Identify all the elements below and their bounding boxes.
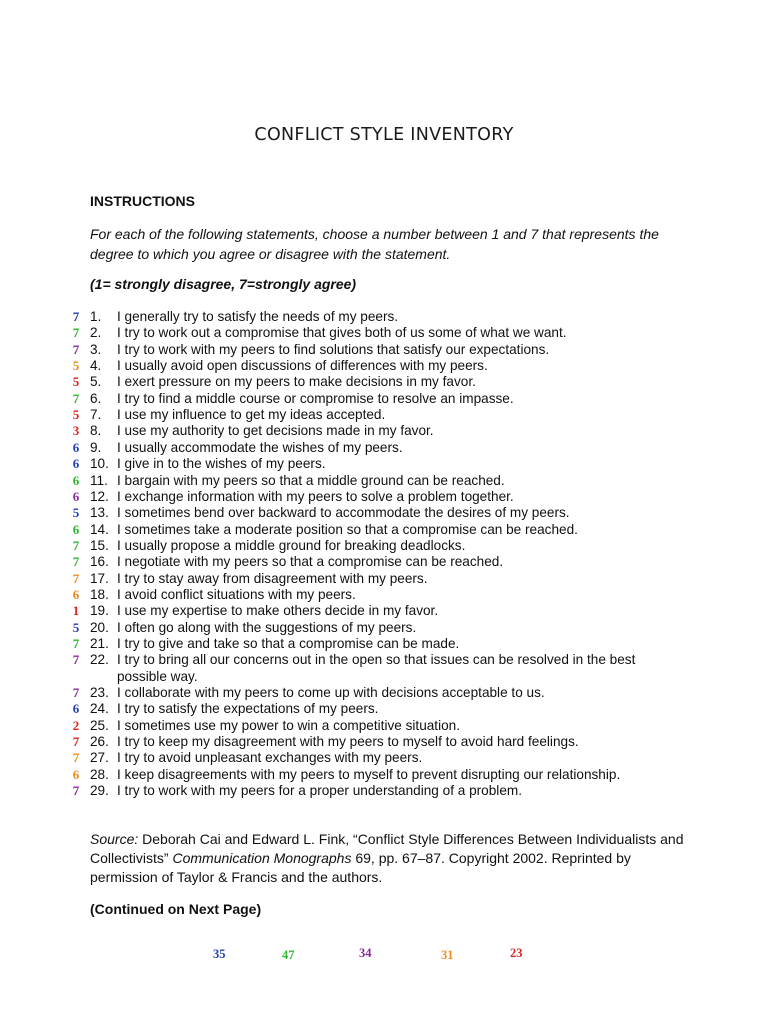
handwritten-score: 2: [72, 717, 80, 733]
handwritten-score: 7: [72, 570, 80, 586]
score-total: 35: [213, 947, 226, 961]
handwritten-score: 7: [72, 734, 80, 750]
statement-text: I generally try to satisfy the needs of my peers.: [117, 309, 399, 324]
statement-number: 14.: [90, 521, 109, 537]
statement-number: 19.: [90, 603, 109, 619]
statement-item: [0, 407, 768, 424]
handwritten-score: 6: [72, 701, 80, 717]
handwritten-score: 7: [72, 537, 80, 553]
rating-scale: (1= strongly disagree, 7=strongly agree): [90, 276, 357, 292]
statement-item: [0, 767, 768, 784]
statement-item: [0, 587, 768, 604]
source-rest: 69, pp. 67–87. Copyright 2002. Reprinted by permission of Taylor & Francis and the authors.: [90, 850, 631, 885]
statement-number: 29.: [90, 783, 109, 799]
statement-text: I try to stay away from disagreement with my peers.: [117, 570, 428, 586]
source-authors: Deborah Cai and Edward L. Fink, “Conflict Style Differences Between Individualists and Collectivists”: [90, 831, 684, 866]
statement-number: 24.: [90, 701, 109, 717]
source-journal: Communication Monographs: [172, 850, 352, 866]
statement-number: 12.: [90, 488, 109, 504]
statement-item: [0, 734, 768, 751]
statement-text: I give in to the wishes of my peers.: [117, 456, 326, 472]
handwritten-score: 7: [72, 325, 80, 341]
statement-number: 9.: [90, 439, 102, 455]
statement-text: I collaborate with my peers to come up with decisions acceptable to us.: [117, 685, 545, 701]
statement-number: 21.: [90, 636, 109, 651]
statement-number: 28.: [90, 766, 109, 782]
statement-number: 15.: [90, 537, 109, 553]
statement-number: 5.: [90, 374, 102, 390]
instructions-heading: INSTRUCTIONS: [90, 193, 195, 209]
instructions-text: For each of the following statements, choose a number between 1 and 7 that represents the degree to which you agree or disagree with the statement.: [90, 226, 659, 262]
handwritten-score: 6: [72, 586, 80, 602]
statement-text: I exert pressure on my peers to make decisions in my favor.: [117, 374, 476, 390]
statement-item: [0, 374, 768, 391]
score-total: 34: [359, 946, 372, 960]
statement-number: 16.: [90, 554, 109, 570]
statement-item: [0, 571, 768, 588]
source-citation: [90, 830, 690, 887]
statement-text: I try to avoid unpleasant exchanges with my peers.: [117, 750, 423, 766]
handwritten-score: 7: [72, 636, 80, 651]
handwritten-score: 6: [72, 521, 80, 537]
statement-number: 10.: [90, 456, 109, 472]
statement-number: 4.: [90, 358, 102, 374]
statement-item: [0, 554, 768, 571]
handwritten-score: 6: [72, 456, 80, 472]
handwritten-score: 7: [72, 390, 80, 406]
statement-text: I try to find a middle course or compromise to resolve an impasse.: [117, 390, 514, 406]
handwritten-score: 7: [72, 750, 80, 766]
statement-item: [0, 718, 768, 735]
statement-text: I sometimes take a moderate position so that a compromise can be reached.: [117, 521, 578, 537]
score-total: 31: [441, 948, 454, 962]
score-total: 23: [510, 946, 523, 960]
statement-number: 25.: [90, 717, 109, 733]
statement-item: [0, 652, 768, 684]
statement-number: 6.: [90, 390, 102, 406]
statement-number: 2.: [90, 325, 102, 341]
statement-number: 27.: [90, 750, 109, 766]
statement-text: I try to keep my disagreement with my peers to myself to avoid hard feelings.: [117, 734, 579, 750]
statement-item: [0, 636, 768, 653]
handwritten-score: 7: [72, 783, 80, 799]
statement-text: I try to work with my peers to find solutions that satisfy our expectations.: [117, 341, 550, 357]
statement-number: 23.: [90, 685, 109, 701]
statement-text: I try to work with my peers for a proper understanding of a problem.: [117, 783, 522, 799]
handwritten-score: 5: [72, 407, 80, 423]
statement-text: I avoid conflict situations with my peers.: [117, 586, 356, 602]
statement-number: 3.: [90, 341, 102, 357]
statement-number: 22.: [90, 652, 109, 668]
statement-text: I sometimes bend over backward to accommodate the desires of my peers.: [117, 505, 570, 521]
handwritten-score: 5: [72, 358, 80, 374]
handwritten-score: 7: [72, 652, 80, 668]
handwritten-score: 6: [72, 766, 80, 782]
statement-text: I sometimes use my power to win a competitive situation.: [117, 717, 461, 733]
statement-item: [0, 783, 768, 800]
statement-text: I try to bring all our concerns out in the open so that issues can be resolved in the best possible way.: [117, 652, 636, 684]
statement-item: [0, 309, 768, 326]
statement-number: 13.: [90, 505, 109, 521]
statement-item: [0, 423, 768, 440]
continued-note: (Continued on Next Page): [90, 901, 262, 917]
handwritten-score: 1: [72, 603, 80, 619]
statement-number: 17.: [90, 570, 109, 586]
handwritten-score: 5: [72, 374, 80, 390]
statement-item: [0, 603, 768, 620]
statement-text: I try to give and take so that a compromise can be made.: [117, 636, 460, 651]
statement-item: [0, 325, 768, 342]
handwritten-score: 7: [72, 341, 80, 357]
document-title: CONFLICT STYLE INVENTORY: [254, 125, 514, 145]
statement-number: 8.: [90, 423, 102, 439]
statement-item: [0, 685, 768, 702]
handwritten-score: 7: [72, 554, 80, 570]
statement-item: [0, 358, 768, 375]
statement-text: I use my expertise to make others decide in my favor.: [117, 603, 439, 619]
handwritten-score: 7: [72, 309, 80, 324]
statement-number: 7.: [90, 407, 102, 423]
statement-text: I usually accommodate the wishes of my peers.: [117, 439, 403, 455]
statement-item: [0, 342, 768, 359]
statement-item: [0, 489, 768, 506]
statement-item: [0, 522, 768, 539]
statement-text: I negotiate with my peers so that a compromise can be reached.: [117, 554, 504, 570]
statement-text: I try to work out a compromise that gives both of us some of what we want.: [117, 325, 567, 341]
statement-item: [0, 701, 768, 718]
statement-text: I often go along with the suggestions of my peers.: [117, 619, 417, 635]
statement-number: 18.: [90, 586, 109, 602]
statement-item: [0, 538, 768, 555]
statement-item: [0, 456, 768, 473]
handwritten-score: 5: [72, 619, 80, 635]
statement-item: [0, 440, 768, 457]
statement-item: [0, 391, 768, 408]
statement-item: [0, 750, 768, 767]
statement-number: 1.: [90, 309, 102, 324]
statement-text: I use my influence to get my ideas accepted.: [117, 407, 386, 423]
statement-item: [0, 620, 768, 637]
statement-text: I usually avoid open discussions of differences with my peers.: [117, 358, 488, 374]
statement-number: 11.: [90, 472, 108, 488]
handwritten-score: 5: [72, 505, 80, 521]
statement-text: I keep disagreements with my peers to myself to prevent disrupting our relationship.: [117, 766, 621, 782]
statement-item: [0, 505, 768, 522]
statement-text: I bargain with my peers so that a middle ground can be reached.: [117, 472, 505, 488]
handwritten-score: 6: [72, 472, 80, 488]
statement-text: I exchange information with my peers to solve a problem together.: [117, 488, 514, 504]
handwritten-score: 7: [72, 685, 80, 701]
statement-number: 26.: [90, 734, 109, 750]
statement-number: 20.: [90, 619, 109, 635]
handwritten-score: 6: [72, 439, 80, 455]
source-label: Source:: [90, 831, 139, 847]
statement-text: I usually propose a middle ground for breaking deadlocks.: [117, 537, 466, 553]
statement-item: [0, 473, 768, 490]
handwritten-score: 6: [72, 488, 80, 504]
statement-text: I use my authority to get decisions made in my favor.: [117, 423, 434, 439]
statement-text: I try to satisfy the expectations of my peers.: [117, 701, 379, 717]
score-total: 47: [282, 948, 295, 962]
handwritten-score: 3: [72, 423, 80, 439]
